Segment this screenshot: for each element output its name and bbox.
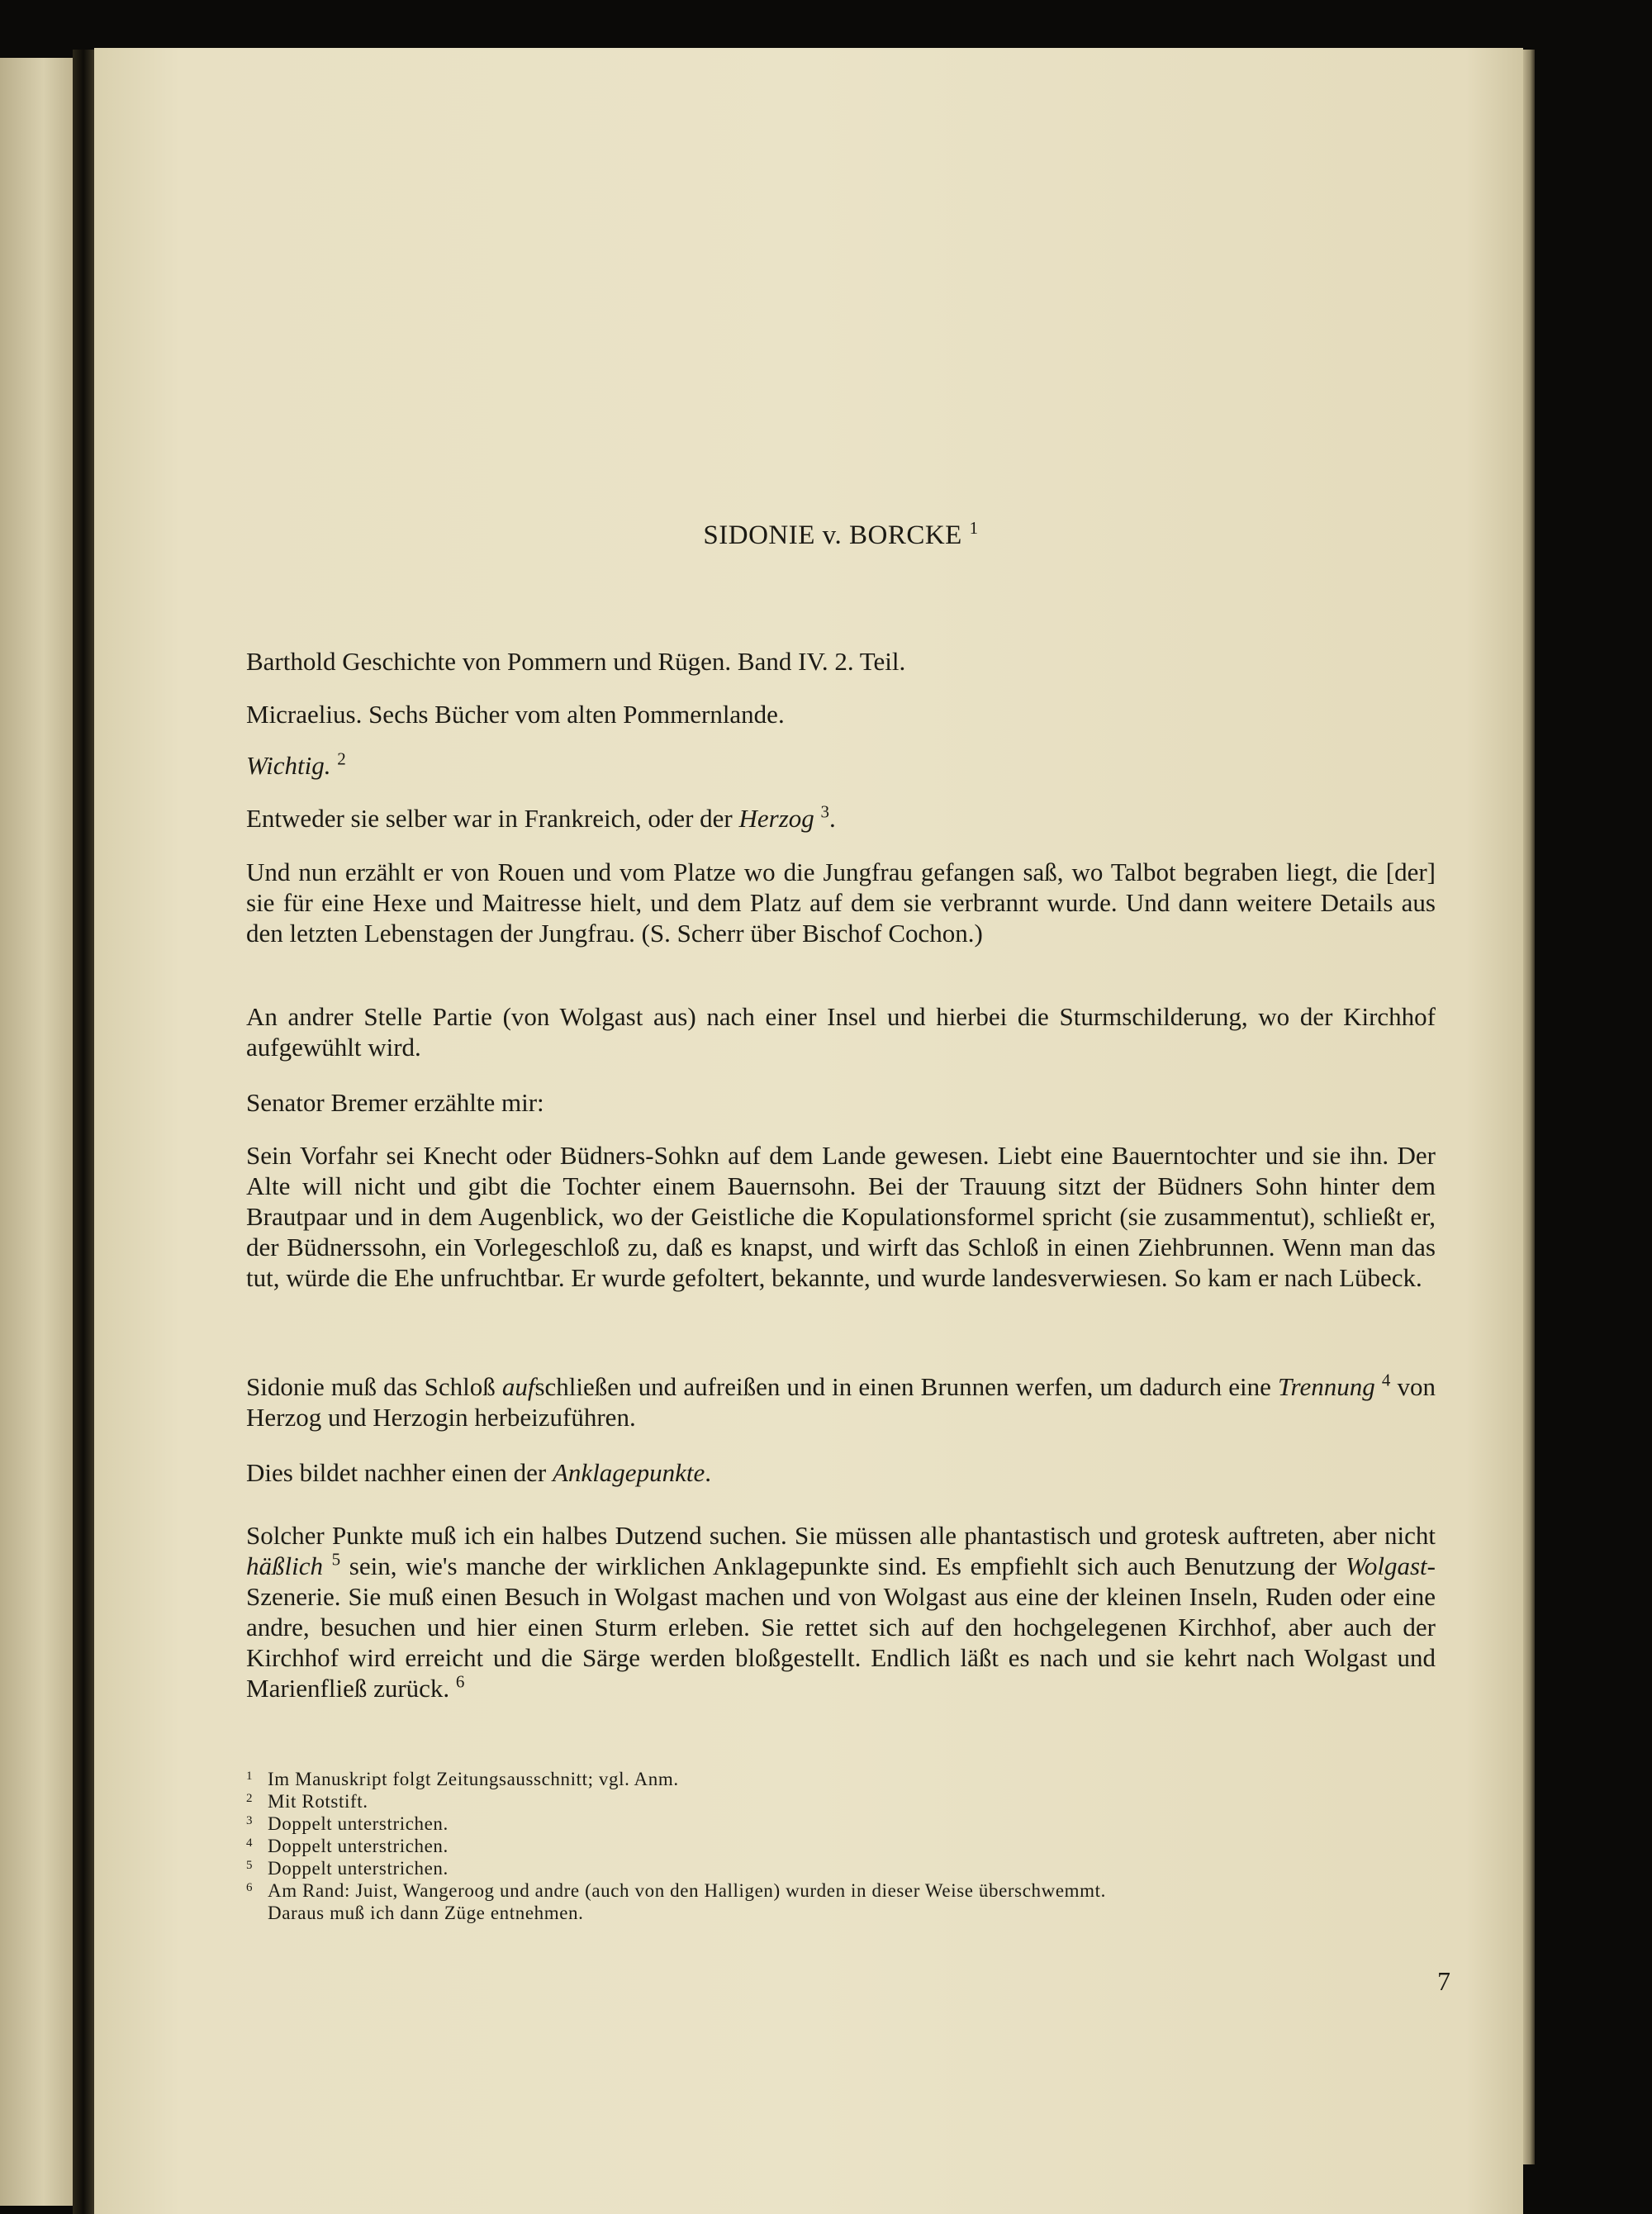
footnote-number: 5 [246, 1859, 254, 1872]
footnote-text: Im Manuskript folgt Zeitungsausschnitt; vgl. Anm. [268, 1769, 679, 1789]
paragraph-text: . [705, 1458, 711, 1487]
footnote [246, 1813, 1436, 1835]
footnote-ref: 1 [969, 518, 979, 538]
title-text: SIDONIE v. BORCKE [703, 520, 962, 550]
footnote-ref: 6 [455, 1671, 465, 1692]
source-line-micraelius [246, 699, 1436, 729]
emphasis-text: Wolgast [1345, 1551, 1427, 1580]
paragraph-partie [246, 1001, 1436, 1062]
footnote-ref: 5 [331, 1549, 341, 1570]
paragraph-text: Sidonie muß das Schloß [246, 1372, 502, 1401]
left-page-edge [0, 58, 73, 2206]
emphasis-text: häßlich [246, 1551, 323, 1580]
paragraph-vorfahr [246, 1140, 1436, 1293]
footnote-number: 3 [246, 1814, 254, 1827]
footnote-ref: 2 [337, 748, 346, 769]
footnote-number: 2 [246, 1792, 254, 1805]
footnote [246, 1768, 1436, 1790]
footnote-continuation [246, 1902, 1436, 1924]
source-text: Micraelius. Sechs Bücher vom alten Pommernlande. [246, 700, 785, 729]
footnote [246, 1857, 1436, 1879]
footnote [246, 1835, 1436, 1857]
paragraph-rouen [246, 857, 1436, 948]
paragraph-sidonie [246, 1371, 1436, 1432]
paragraph-text: -Szenerie. Sie muß einen Besuch in Wolgast machen und von Wolgast aus eine der kleinen Inseln, Ruden oder eine andre, besuchen und hier einen Sturm erleben. Sie rettet sich auf den hochgelegenen Kirchhof, aber auch der Kirchhof wird erreicht und die Särge werden bloßgestellt. Endlich läßt es nach und sie kehrt nach Wolgast und Marienfließ zurück. [246, 1551, 1436, 1703]
book-page [94, 48, 1523, 2214]
book-gutter [73, 50, 94, 2214]
paragraph-text: Und nun erzählt er von Rouen und vom Platze wo die Jungfrau gefangen saß, wo Talbot begraben liegt, die [der] sie für eine Hexe und Maitresse hielt, und dem Platz auf dem sie verbrannt wurde. Und dann weitere Details aus den letzten Lebenstagen der Jungfrau. (S. Scherr über Bischof Cochon.) [246, 858, 1436, 948]
footnote-text: Doppelt unterstrichen. [268, 1836, 449, 1856]
footnote-text: Doppelt unterstrichen. [268, 1858, 449, 1879]
paragraph-solcher [246, 1520, 1436, 1703]
paragraph-text: . [829, 804, 836, 833]
footnote-text: Am Rand: Juist, Wangeroog und andre (auch von den Halligen) wurden in dieser Weise überschwemmt. [268, 1880, 1106, 1901]
emphasis-text: Anklagepunkte [553, 1458, 705, 1487]
paragraph-entweder [246, 803, 1436, 834]
emphasis-text: Herzog [738, 804, 814, 833]
emphasis-text: Trennung [1278, 1372, 1375, 1401]
footnote-text: Mit Rotstift. [268, 1791, 368, 1812]
footnote-ref: 3 [820, 801, 830, 822]
paragraph-text: sein, wie's manche der wirklichen Anklagepunkte sind. Es empfiehlt sich auch Benutzung der [340, 1551, 1346, 1580]
paragraph-text: Solcher Punkte muß ich ein halbes Dutzend suchen. Sie müssen alle phantastisch und grotesk auftreten, aber nicht [246, 1521, 1436, 1550]
note-wichtig [246, 750, 1436, 781]
paragraph-text: von Herzog und Herzogin herbeizuführen. [246, 1372, 1436, 1432]
paragraph-text: Sein Vorfahr sei Knecht oder Büdners-Sohkn auf dem Lande gewesen. Liebt eine Bauerntochter und sie ihn. Der Alte will nicht und gibt die Tochter einem Bauernsohn. Bei der Trauung sitzt der Büdners Sohn hinter dem Brautpaar und in dem Augenblick, wo der Geistliche die Kopulationsformel spricht (sie zusammentut), schließt er, der Büdnerssohn, ein Vorlegeschloß zu, daß es knapst, und wirft das Schloß in einen Ziehbrunnen. Wenn man das tut, würde die Ehe unfruchtbar. Er wurde gefoltert, bekannte, und wurde landesverwiesen. So kam er nach Lübeck. [246, 1141, 1436, 1292]
page-number: 7 [1437, 1966, 1450, 1996]
paragraph-text: Senator Bremer erzählte mir: [246, 1088, 544, 1117]
footnote [246, 1879, 1436, 1902]
paragraph-dies [246, 1457, 1436, 1488]
right-page-edge [1523, 50, 1535, 2164]
footnote-ref: 4 [1381, 1370, 1391, 1390]
paragraph-text: Dies bildet nachher einen der [246, 1458, 553, 1487]
footnote-number: 4 [246, 1836, 254, 1850]
paragraph-text: An andrer Stelle Partie (von Wolgast aus) nach einer Insel und hierbei die Sturmschilderung, wo der Kirchhof aufgewühlt wird. [246, 1002, 1436, 1062]
paragraph-senator [246, 1087, 1436, 1118]
paragraph-text: schließen und aufreißen und in einen Brunnen werfen, um dadurch eine [534, 1372, 1279, 1401]
paragraph-text: Entweder sie selber war in Frankreich, oder der [246, 804, 739, 833]
footnote-number: 1 [246, 1770, 254, 1783]
footnote-text: Daraus muß ich dann Züge entnehmen. [268, 1903, 584, 1923]
footnote-text: Doppelt unterstrichen. [268, 1813, 449, 1834]
source-text: Barthold Geschichte von Pommern und Rügen. Band IV. 2. Teil. [246, 647, 906, 676]
footnote-number: 6 [246, 1881, 254, 1894]
chapter-title [246, 520, 1436, 551]
emphasis-text: auf [501, 1372, 535, 1401]
source-line-barthold [246, 646, 1436, 677]
footnote [246, 1790, 1436, 1813]
wichtig-text: Wichtig. [246, 751, 331, 780]
footnotes [246, 1768, 1436, 1924]
